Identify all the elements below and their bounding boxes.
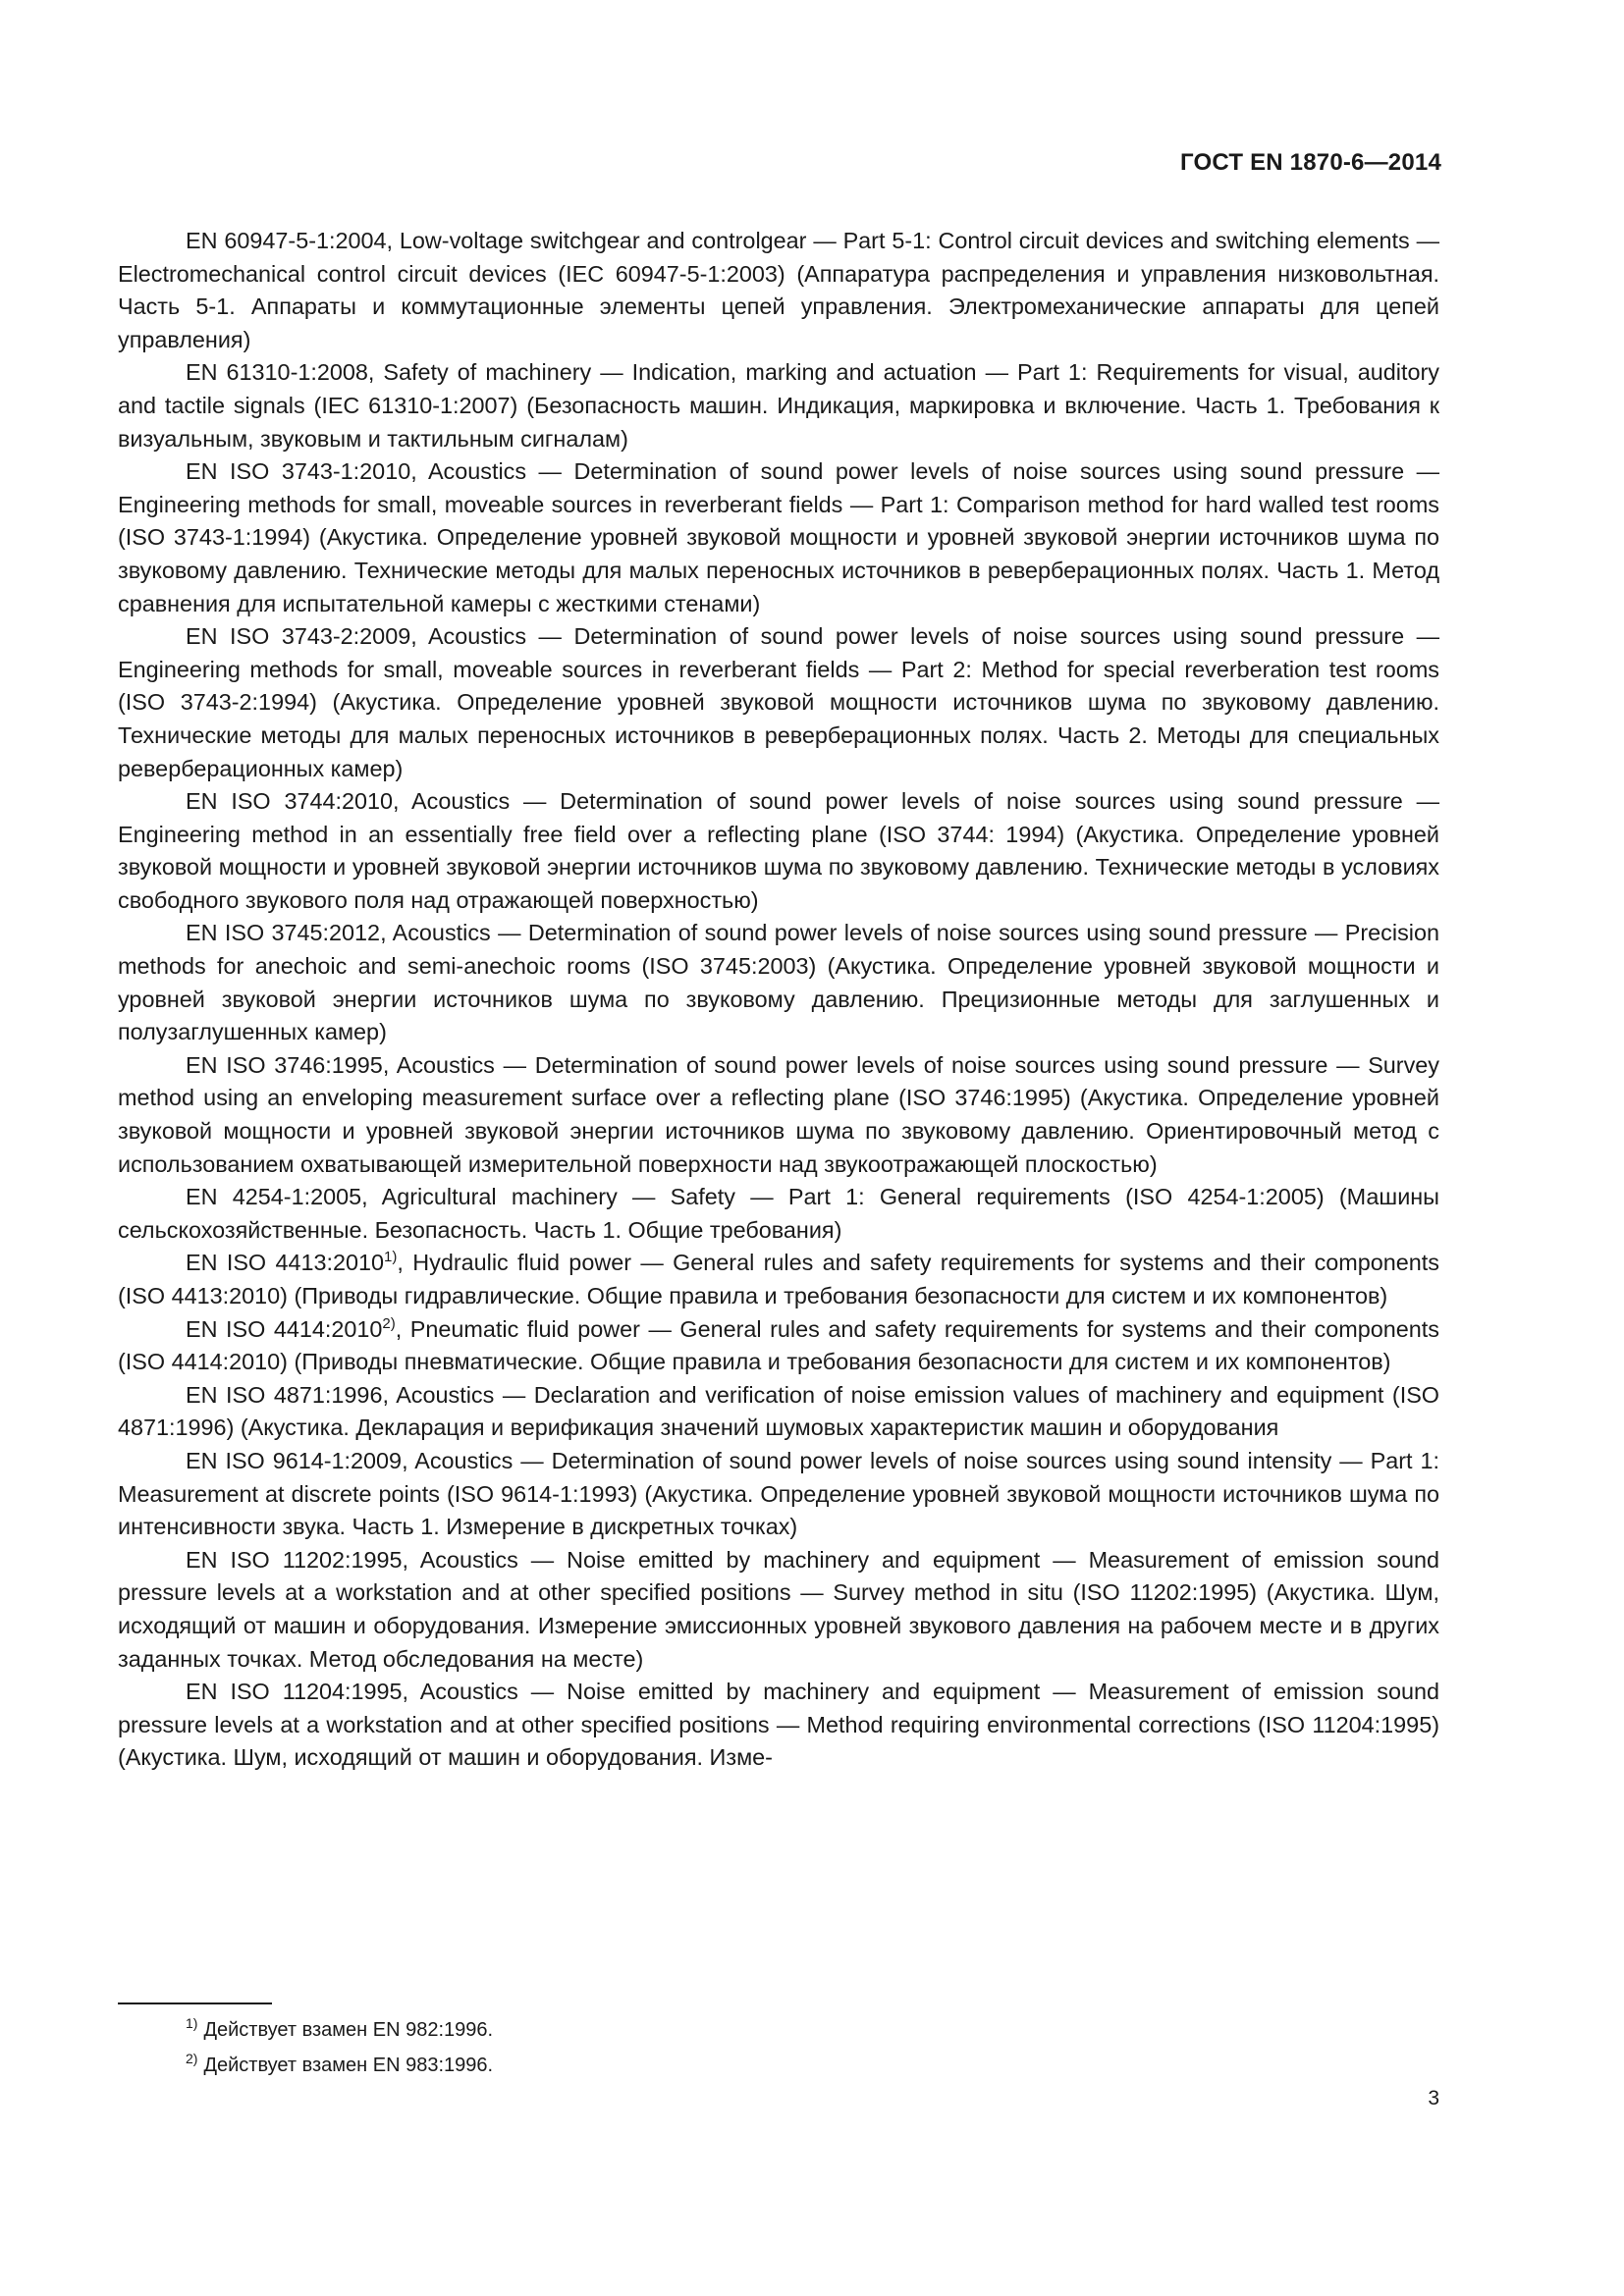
reference-text: EN ISO 3745:2012, Acoustics — Determination of sound power levels of noise sources using sound pressure — Precision methods for anechoic and semi-anechoic rooms (ISO 3745:2003) (Акустика. Определение уровней звуковой мощности и уровней звуковой энергии источников шума по звуковому давлению. Прецизионные методы для заглушенных и полузаглушенных камер) — [118, 920, 1439, 1045]
footnote-marker: 1) — [384, 1249, 398, 1266]
reference-text: EN ISO 4413:2010 — [186, 1250, 385, 1276]
footnote-item — [186, 2048, 493, 2083]
reference-item — [118, 225, 1439, 356]
reference-text: EN ISO 4414:2010 — [186, 1315, 383, 1342]
page-number: 3 — [1428, 2087, 1439, 2109]
document-code-header: ГОСТ EN 1870-6—2014 — [1180, 149, 1441, 176]
reference-text: EN ISO 3743-1:2010, Acoustics — Determination of sound power levels of noise sources using sound pressure — Engineering methods for small, moveable sources in reverberant fields — Part 1: Comparison method for hard walled test rooms (ISO 3743-1:1994) (Акустика. Определение уровней звуковой мощности и уровней звуковой энергии источников шума по звуковому давлению. Технические методы для малых переносных источников в реверберационных полях. Часть 1. Метод сравнения для испытательной камеры с жесткими стенами) — [118, 458, 1439, 616]
reference-text-continued: , Hydraulic fluid power — General rules and safety requirements for systems and their components (ISO 4413:2010) (Приводы гидравлические. Общие правила и требования безопасности для систем и их компонентов) — [118, 1250, 1440, 1308]
footnote-divider — [118, 2002, 272, 2004]
reference-text: EN ISO 3746:1995, Acoustics — Determination of sound power levels of noise sources using sound pressure — Survey method using an enveloping measurement surface over a reflecting plane (ISO 3746:1995) (Акустика. Определение уровней звуковой мощности и уровней звуковой энергии источников шума по звуковому давлению. Ориентировочный метод с использованием охватывающей измерительной поверхности над звукоотражающей плоскостью) — [118, 1051, 1439, 1177]
reference-item — [118, 1181, 1439, 1247]
reference-item — [118, 1676, 1439, 1775]
reference-item — [118, 1247, 1439, 1312]
normative-references-text — [118, 225, 1439, 1775]
reference-item — [118, 785, 1439, 917]
reference-text: EN ISO 3744:2010, Acoustics — Determination of sound power levels of noise sources using sound pressure — Engineering method in an essentially free field over a reflecting plane (ISO 3744: 1994) (Акустика. Определение уровней звуковой мощности и уровней звуковой энергии источников шума по звуковому давлению. Технические методы в условиях свободного звукового поля над отражающей поверхностью) — [118, 788, 1439, 913]
reference-text-continued: , Pneumatic fluid power — General rules and safety requirements for systems and their components (ISO 4414:2010) (Приводы пневматические. Общие правила и требования безопасности для систем и их компонентов) — [118, 1315, 1439, 1375]
reference-text: EN 61310-1:2008, Safety of machinery — Indication, marking and actuation — Part 1: Requirements for visual, auditory and tactile signals (IEC 61310-1:2007) (Безопасность машин. Индикация, маркировка и включение. Часть 1. Требования к визуальным, звуковым и тактильным сигналам) — [118, 359, 1439, 452]
reference-item — [118, 455, 1439, 620]
footnote-marker: 2) — [382, 1314, 396, 1332]
reference-item — [118, 1313, 1439, 1379]
reference-item — [118, 1379, 1439, 1445]
reference-item — [118, 1544, 1439, 1676]
footnote-text: Действует взамен EN 982:1996. — [203, 2019, 494, 2041]
reference-item — [118, 356, 1439, 455]
reference-item — [118, 1445, 1439, 1544]
reference-item — [118, 1049, 1439, 1181]
reference-text: EN ISO 4871:1996, Acoustics — Declaration and verification of noise emission values of machinery and equipment (ISO 4871:1996) (Акустика. Декларация и верификация значений шумовых характеристик машин и оборудования — [118, 1381, 1439, 1441]
reference-text: EN ISO 3743-2:2009, Acoustics — Determination of sound power levels of noise sources using sound pressure — Engineering methods for small, moveable sources in reverberant fields — Part 2: Method for special reverberation test rooms (ISO 3743-2:1994) (Акустика. Определение уровней звуковой мощности источников шума по звуковому давлению. Технические методы для малых переносных источников в реверберационных полях. Часть 2. Методы для специальных реверберационных камер) — [118, 623, 1439, 781]
reference-text: EN 60947-5-1:2004, Low-voltage switchgear and controlgear — Part 5-1: Control circuit devices and switching elements — Electromechanical control circuit devices (IEC 60947-5-1:2003) (Аппаратура распределения и управления низковольтная. Часть 5-1. Аппараты и коммутационные элементы цепей управления. Электромеханические аппараты для цепей управления) — [118, 228, 1439, 352]
footnotes — [186, 2012, 493, 2083]
footnote-mark: 2) — [186, 2051, 198, 2066]
footnote-text: Действует взамен EN 983:1996. — [203, 2055, 494, 2076]
reference-text: EN 4254-1:2005, Agricultural machinery — Safety — Part 1: General requirements (ISO 4254-1:2005) (Машины сельскохозяйственные. Безопасность. Часть 1. Общие требования) — [118, 1184, 1439, 1243]
reference-item — [118, 620, 1439, 785]
reference-text: EN ISO 9614-1:2009, Acoustics — Determination of sound power levels of noise sources using sound intensity — Part 1: Measurement at discrete points (ISO 9614-1:1993) (Акустика. Определение уровней звуковой мощности источников шума по интенсивности звука. Часть 1. Измерение в дискретных точках) — [118, 1447, 1439, 1540]
reference-item — [118, 917, 1439, 1048]
footnote-item — [186, 2012, 493, 2048]
footnote-mark: 1) — [186, 2015, 198, 2031]
reference-text: EN ISO 11202:1995, Acoustics — Noise emitted by machinery and equipment — Measurement of emission sound pressure levels at a workstation and at other specified positions — Survey method in situ (ISO 11202:1995) (Акустика. Шум, исходящий от машин и оборудования. Измерение эмиссионных уровней звукового давления на рабочем месте и в других заданных точках. Метод обследования на месте) — [118, 1546, 1439, 1672]
reference-text: EN ISO 11204:1995, Acoustics — Noise emitted by machinery and equipment — Measurement of emission sound pressure levels at a workstation and at other specified positions — Method requiring environmental corrections (ISO 11204:1995) (Акустика. Шум, исходящий от машин и оборудования. Изме- — [118, 1679, 1439, 1771]
